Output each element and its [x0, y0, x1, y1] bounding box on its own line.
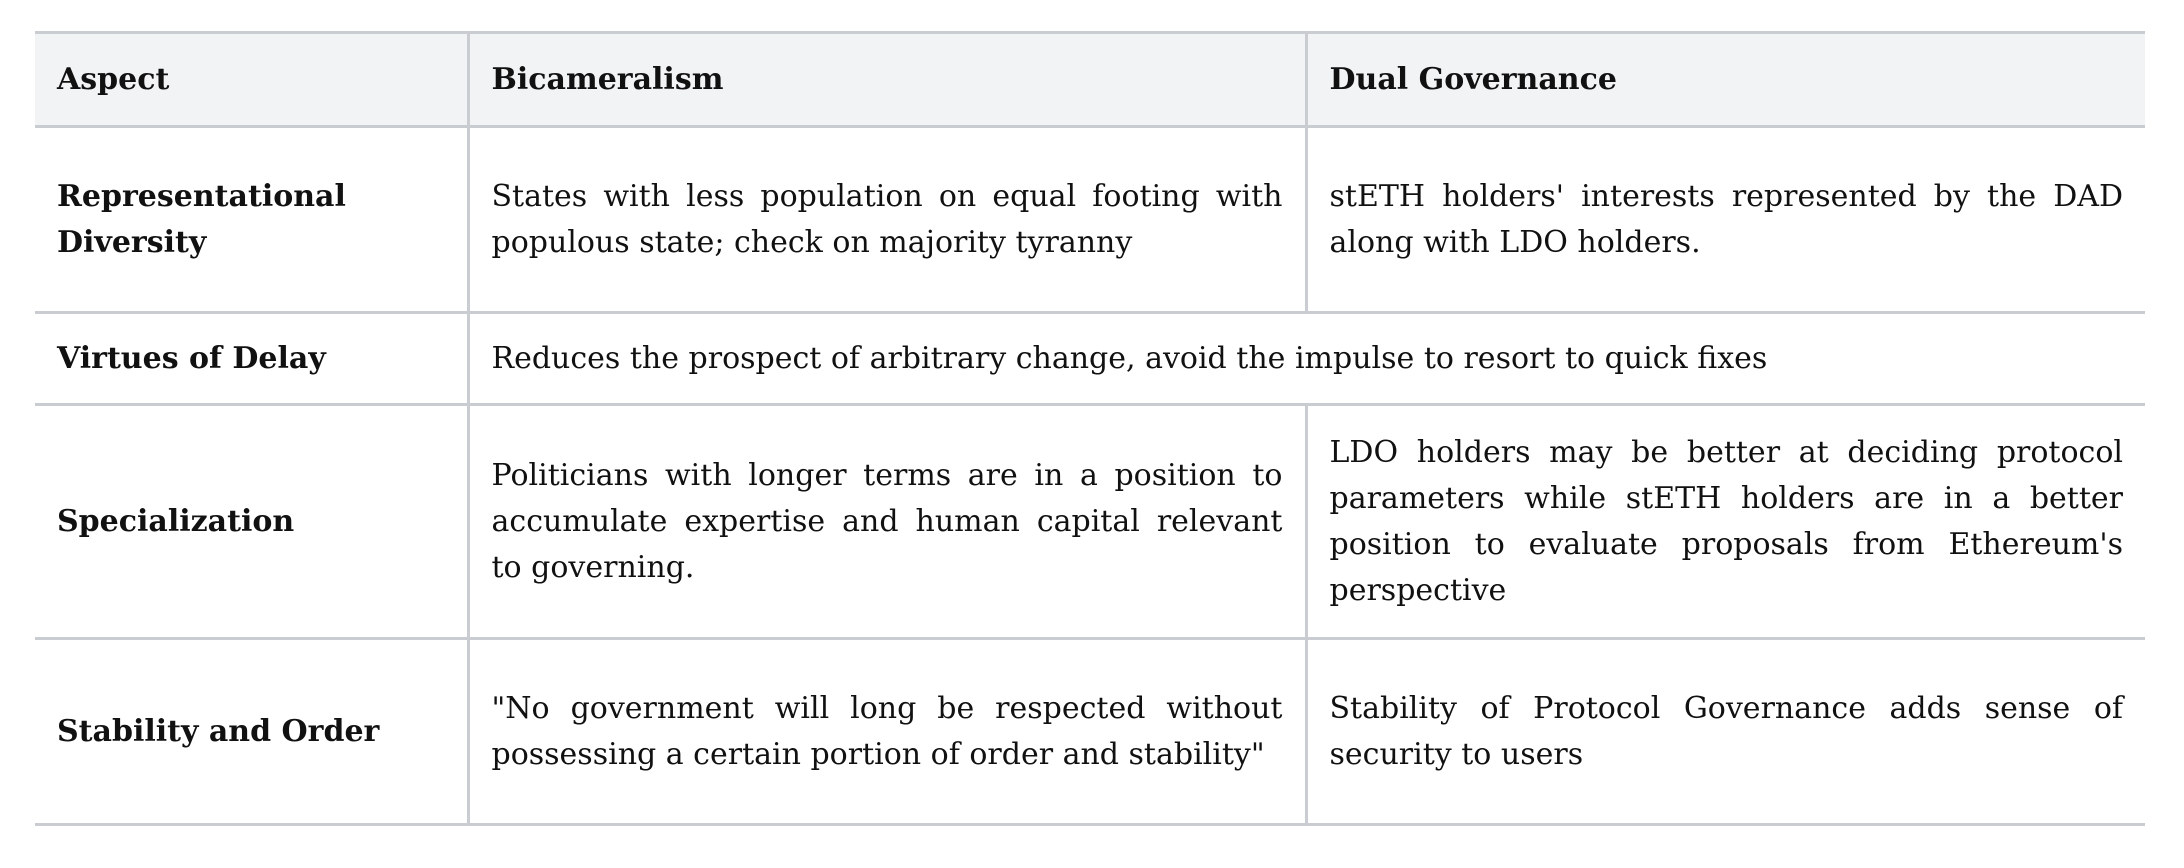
table-header-row	[35, 33, 2145, 127]
aspect-cell: Virtues of Delay	[35, 313, 468, 405]
table-row	[35, 405, 2145, 639]
dual-governance-cell: stETH holders' interests represented by the DAD along with LDO holders.	[1306, 127, 2145, 313]
header-dual-governance: Dual Governance	[1306, 33, 2145, 127]
comparison-table	[35, 31, 2145, 826]
dual-governance-cell: Stability of Protocol Governance adds sense of security to users	[1306, 639, 2145, 825]
bicameralism-cell: States with less population on equal footing with populous state; check on majority tyranny	[468, 127, 1306, 313]
header-aspect: Aspect	[35, 33, 468, 127]
table-row	[35, 313, 2145, 405]
aspect-cell: Stability and Order	[35, 639, 468, 825]
aspect-cell: Representational Diversity	[35, 127, 468, 313]
table-row	[35, 127, 2145, 313]
aspect-cell: Specialization	[35, 405, 468, 639]
header-bicameralism: Bicameralism	[468, 33, 1306, 127]
dual-governance-cell: LDO holders may be better at deciding protocol parameters while stETH holders are in a better position to evaluate proposals from Ethereum's perspective	[1306, 405, 2145, 639]
bicameralism-cell: "No government will long be respected without possessing a certain portion of order and stability"	[468, 639, 1306, 825]
shared-cell: Reduces the prospect of arbitrary change, avoid the impulse to resort to quick fixes	[468, 313, 2145, 405]
table-row	[35, 639, 2145, 825]
bicameralism-cell: Politicians with longer terms are in a position to accumulate expertise and human capital relevant to governing.	[468, 405, 1306, 639]
